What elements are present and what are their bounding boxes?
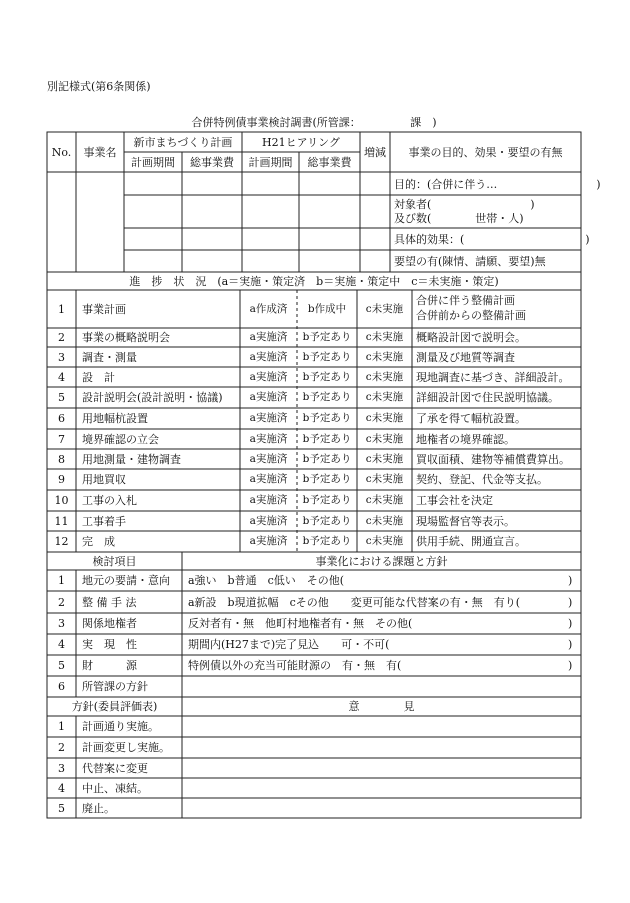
progress-row-status-b: b予定あり bbox=[302, 535, 352, 547]
progress-row-note: 測量及び地質等調査 bbox=[416, 351, 515, 364]
progress-row-status-a: a実施済 bbox=[249, 391, 288, 403]
progress-row-status-b: b予定あり bbox=[302, 371, 352, 383]
review-row-no: 6 bbox=[58, 680, 65, 693]
progress-row-note: 供用手続、開通宣言。 bbox=[416, 535, 526, 548]
progress-row-note: 工事会社を決定 bbox=[416, 494, 493, 507]
progress-row-note: 現地調査に基づき、詳細設計。 bbox=[416, 371, 570, 384]
review-row-no: 4 bbox=[58, 638, 65, 651]
progress-row-note: 合併に伴う整備計画 bbox=[416, 294, 515, 307]
progress-row-status-a: a実施済 bbox=[249, 412, 288, 424]
policy-row-item: 代替案に変更 bbox=[82, 762, 148, 775]
review-heading-right: 事業化における課題と方針 bbox=[315, 555, 448, 568]
progress-row-status-b: b作成中 bbox=[307, 303, 347, 315]
review-row-no: 5 bbox=[58, 659, 65, 672]
progress-row-status-a: a実施済 bbox=[249, 515, 288, 527]
progress-row-status-a: a実施済 bbox=[249, 453, 288, 465]
progress-row-status-a: a実施済 bbox=[249, 535, 288, 547]
progress-row-status-c: c未実施 bbox=[365, 391, 404, 403]
col-purpose: 事業の目的、効果・要望の有無 bbox=[408, 146, 563, 159]
policy-row-no: 1 bbox=[58, 720, 65, 733]
progress-row-note: 契約、登記、代金等支払。 bbox=[416, 473, 548, 486]
policy-row-item: 計画変更し実施。 bbox=[82, 741, 170, 754]
col-cost2: 総事業費 bbox=[307, 156, 352, 169]
progress-row-status-c: c未実施 bbox=[365, 494, 404, 506]
purpose-request: 要望の有(陳情、請願、要望)無 bbox=[394, 255, 546, 268]
progress-row-note: 詳細設計図で住民説明協議。 bbox=[416, 391, 559, 404]
progress-row-status-b: b予定あり bbox=[302, 473, 352, 485]
progress-row-item: 用地買収 bbox=[82, 473, 126, 486]
purpose-count: 及び数( 世帯・人) bbox=[394, 212, 524, 225]
progress-row-item: 調査・測量 bbox=[82, 351, 137, 364]
col-no: No. bbox=[51, 146, 72, 159]
progress-row-no: 7 bbox=[58, 433, 65, 446]
progress-row-note: 了承を得て幅杭設置。 bbox=[416, 412, 526, 425]
policy-row-item: 計画通り実施。 bbox=[82, 720, 159, 733]
progress-row-status-a: a実施済 bbox=[249, 433, 288, 445]
form-label: 別記様式(第6条関係) bbox=[47, 80, 151, 93]
document-title: 合併特例債事業検討調書(所管課： 課 ) bbox=[191, 116, 437, 129]
progress-row-item: 事業計画 bbox=[82, 303, 126, 316]
review-row-item: 所管課の方針 bbox=[82, 680, 148, 693]
progress-row-no: 10 bbox=[54, 494, 69, 507]
review-row-item: 実 現 性 bbox=[82, 638, 137, 651]
progress-row-item: 工事着手 bbox=[82, 515, 126, 528]
review-row-item: 財 源 bbox=[82, 659, 137, 672]
progress-row-status-a: a実施済 bbox=[249, 331, 288, 343]
review-heading-left: 検討項目 bbox=[92, 555, 137, 568]
review-row-close: ) bbox=[568, 596, 573, 609]
progress-row-status-a: a作成済 bbox=[249, 303, 288, 315]
review-row-detail: a強い b普通 c低い その他( bbox=[188, 574, 345, 587]
progress-row-item: 設 計 bbox=[82, 371, 115, 384]
progress-heading: 進 捗 状 況 (a＝実施・策定済 b＝実施・策定中 c＝未実施・策定) bbox=[129, 275, 499, 288]
review-row-item: 整 備 手 法 bbox=[82, 596, 137, 609]
progress-row-no: 1 bbox=[58, 303, 65, 316]
progress-row-item: 用地幅杭設置 bbox=[82, 412, 148, 425]
progress-row-item: 境界確認の立会 bbox=[82, 433, 159, 446]
policy-heading-right: 意 見 bbox=[348, 700, 415, 713]
progress-row-status-b: b予定あり bbox=[302, 433, 352, 445]
policy-row-no: 5 bbox=[58, 802, 65, 815]
policy-row-no: 4 bbox=[58, 782, 65, 795]
progress-row-status-c: c未実施 bbox=[365, 473, 404, 485]
progress-row-status-c: c未実施 bbox=[365, 515, 404, 527]
progress-row-status-b: b予定あり bbox=[302, 351, 352, 363]
col-period2: 計画期間 bbox=[248, 156, 293, 169]
progress-row-item: 工事の入札 bbox=[82, 494, 137, 507]
progress-row-status-c: c未実施 bbox=[365, 535, 404, 547]
col-period: 計画期間 bbox=[131, 156, 175, 169]
progress-row-status-c: c未実施 bbox=[365, 303, 404, 315]
progress-row-status-c: c未実施 bbox=[365, 433, 404, 445]
purpose-goal: 目的：(合併に伴う… ) bbox=[394, 178, 601, 191]
progress-row-item: 事業の概略説明会 bbox=[82, 331, 170, 344]
review-row-detail: 反対者有・無 他町村地権者有・無 その他( bbox=[188, 617, 413, 630]
progress-row-no: 5 bbox=[58, 391, 65, 404]
progress-row-no: 12 bbox=[54, 535, 69, 548]
review-row-close: ) bbox=[568, 617, 573, 630]
policy-heading-left: 方針(委員評価表) bbox=[71, 700, 158, 713]
progress-row-status-a: a実施済 bbox=[249, 351, 288, 363]
review-row-no: 2 bbox=[58, 596, 65, 609]
progress-row-note: 地権者の境界確認。 bbox=[416, 433, 515, 446]
progress-row-status-c: c未実施 bbox=[365, 371, 404, 383]
progress-row-status-b: b予定あり bbox=[302, 391, 352, 403]
progress-row-no: 3 bbox=[58, 351, 65, 364]
col-name: 事業名 bbox=[83, 146, 117, 159]
review-row-item: 地元の要請・意向 bbox=[82, 574, 170, 587]
review-row-close: ) bbox=[568, 574, 573, 587]
policy-row-no: 3 bbox=[58, 762, 65, 775]
review-row-detail: a新設 b現道拡幅 cその他 変更可能な代替案の有・無 有り( bbox=[188, 596, 521, 609]
progress-row-status-c: c未実施 bbox=[365, 351, 404, 363]
progress-row-status-a: a実施済 bbox=[249, 371, 288, 383]
progress-row-status-c: c未実施 bbox=[365, 453, 404, 465]
progress-row-item: 用地測量・建物調査 bbox=[82, 453, 181, 466]
purpose-target: 対象者( ) bbox=[394, 198, 535, 211]
col-plan: 新市まちづくり計画 bbox=[133, 136, 233, 149]
progress-row-no: 4 bbox=[58, 371, 65, 384]
review-row-no: 3 bbox=[58, 617, 65, 630]
col-hearing: H21ヒアリング bbox=[262, 136, 340, 149]
review-row-item: 関係地権者 bbox=[82, 617, 137, 630]
progress-row-status-b: b予定あり bbox=[302, 515, 352, 527]
progress-row-no: 8 bbox=[58, 453, 65, 466]
progress-row-status-c: c未実施 bbox=[365, 331, 404, 343]
progress-row-no: 11 bbox=[54, 515, 69, 528]
policy-row-item: 廃止。 bbox=[82, 802, 115, 815]
progress-row-status-b: b予定あり bbox=[302, 494, 352, 506]
review-row-no: 1 bbox=[58, 574, 65, 587]
review-row-close: ) bbox=[568, 659, 573, 672]
progress-row-status-b: b予定あり bbox=[302, 331, 352, 343]
progress-row-note: 買収面積、建物等補償費算出。 bbox=[416, 453, 570, 466]
purpose-effect: 具体的効果：( ) bbox=[394, 233, 590, 246]
progress-row-no: 2 bbox=[58, 331, 65, 344]
progress-row-status-b: b予定あり bbox=[302, 412, 352, 424]
col-cost: 総事業費 bbox=[190, 156, 234, 169]
progress-row-status-a: a実施済 bbox=[249, 473, 288, 485]
progress-row-no: 9 bbox=[58, 473, 65, 486]
progress-row-item: 完 成 bbox=[82, 535, 115, 548]
policy-row-item: 中止、凍結。 bbox=[82, 782, 148, 795]
progress-row-status-b: b予定あり bbox=[302, 453, 352, 465]
progress-row-item: 設計説明会(設計説明・協議) bbox=[82, 391, 223, 404]
policy-row-no: 2 bbox=[58, 741, 65, 754]
col-change: 増減 bbox=[364, 146, 386, 159]
progress-row-note: 現場監督官等表示。 bbox=[416, 515, 515, 528]
progress-row-status-c: c未実施 bbox=[365, 412, 404, 424]
review-row-detail: 期間内(H27まで)完了見込 可・不可( bbox=[188, 638, 390, 651]
review-row-close: ) bbox=[568, 638, 573, 651]
progress-row-note: 概略設計図で説明会。 bbox=[416, 331, 526, 344]
progress-row-no: 6 bbox=[58, 412, 65, 425]
progress-row-note2: 合併前からの整備計画 bbox=[416, 309, 526, 322]
progress-row-status-a: a実施済 bbox=[249, 494, 288, 506]
review-row-detail: 特例債以外の充当可能財源の 有・無 有( bbox=[188, 659, 402, 672]
